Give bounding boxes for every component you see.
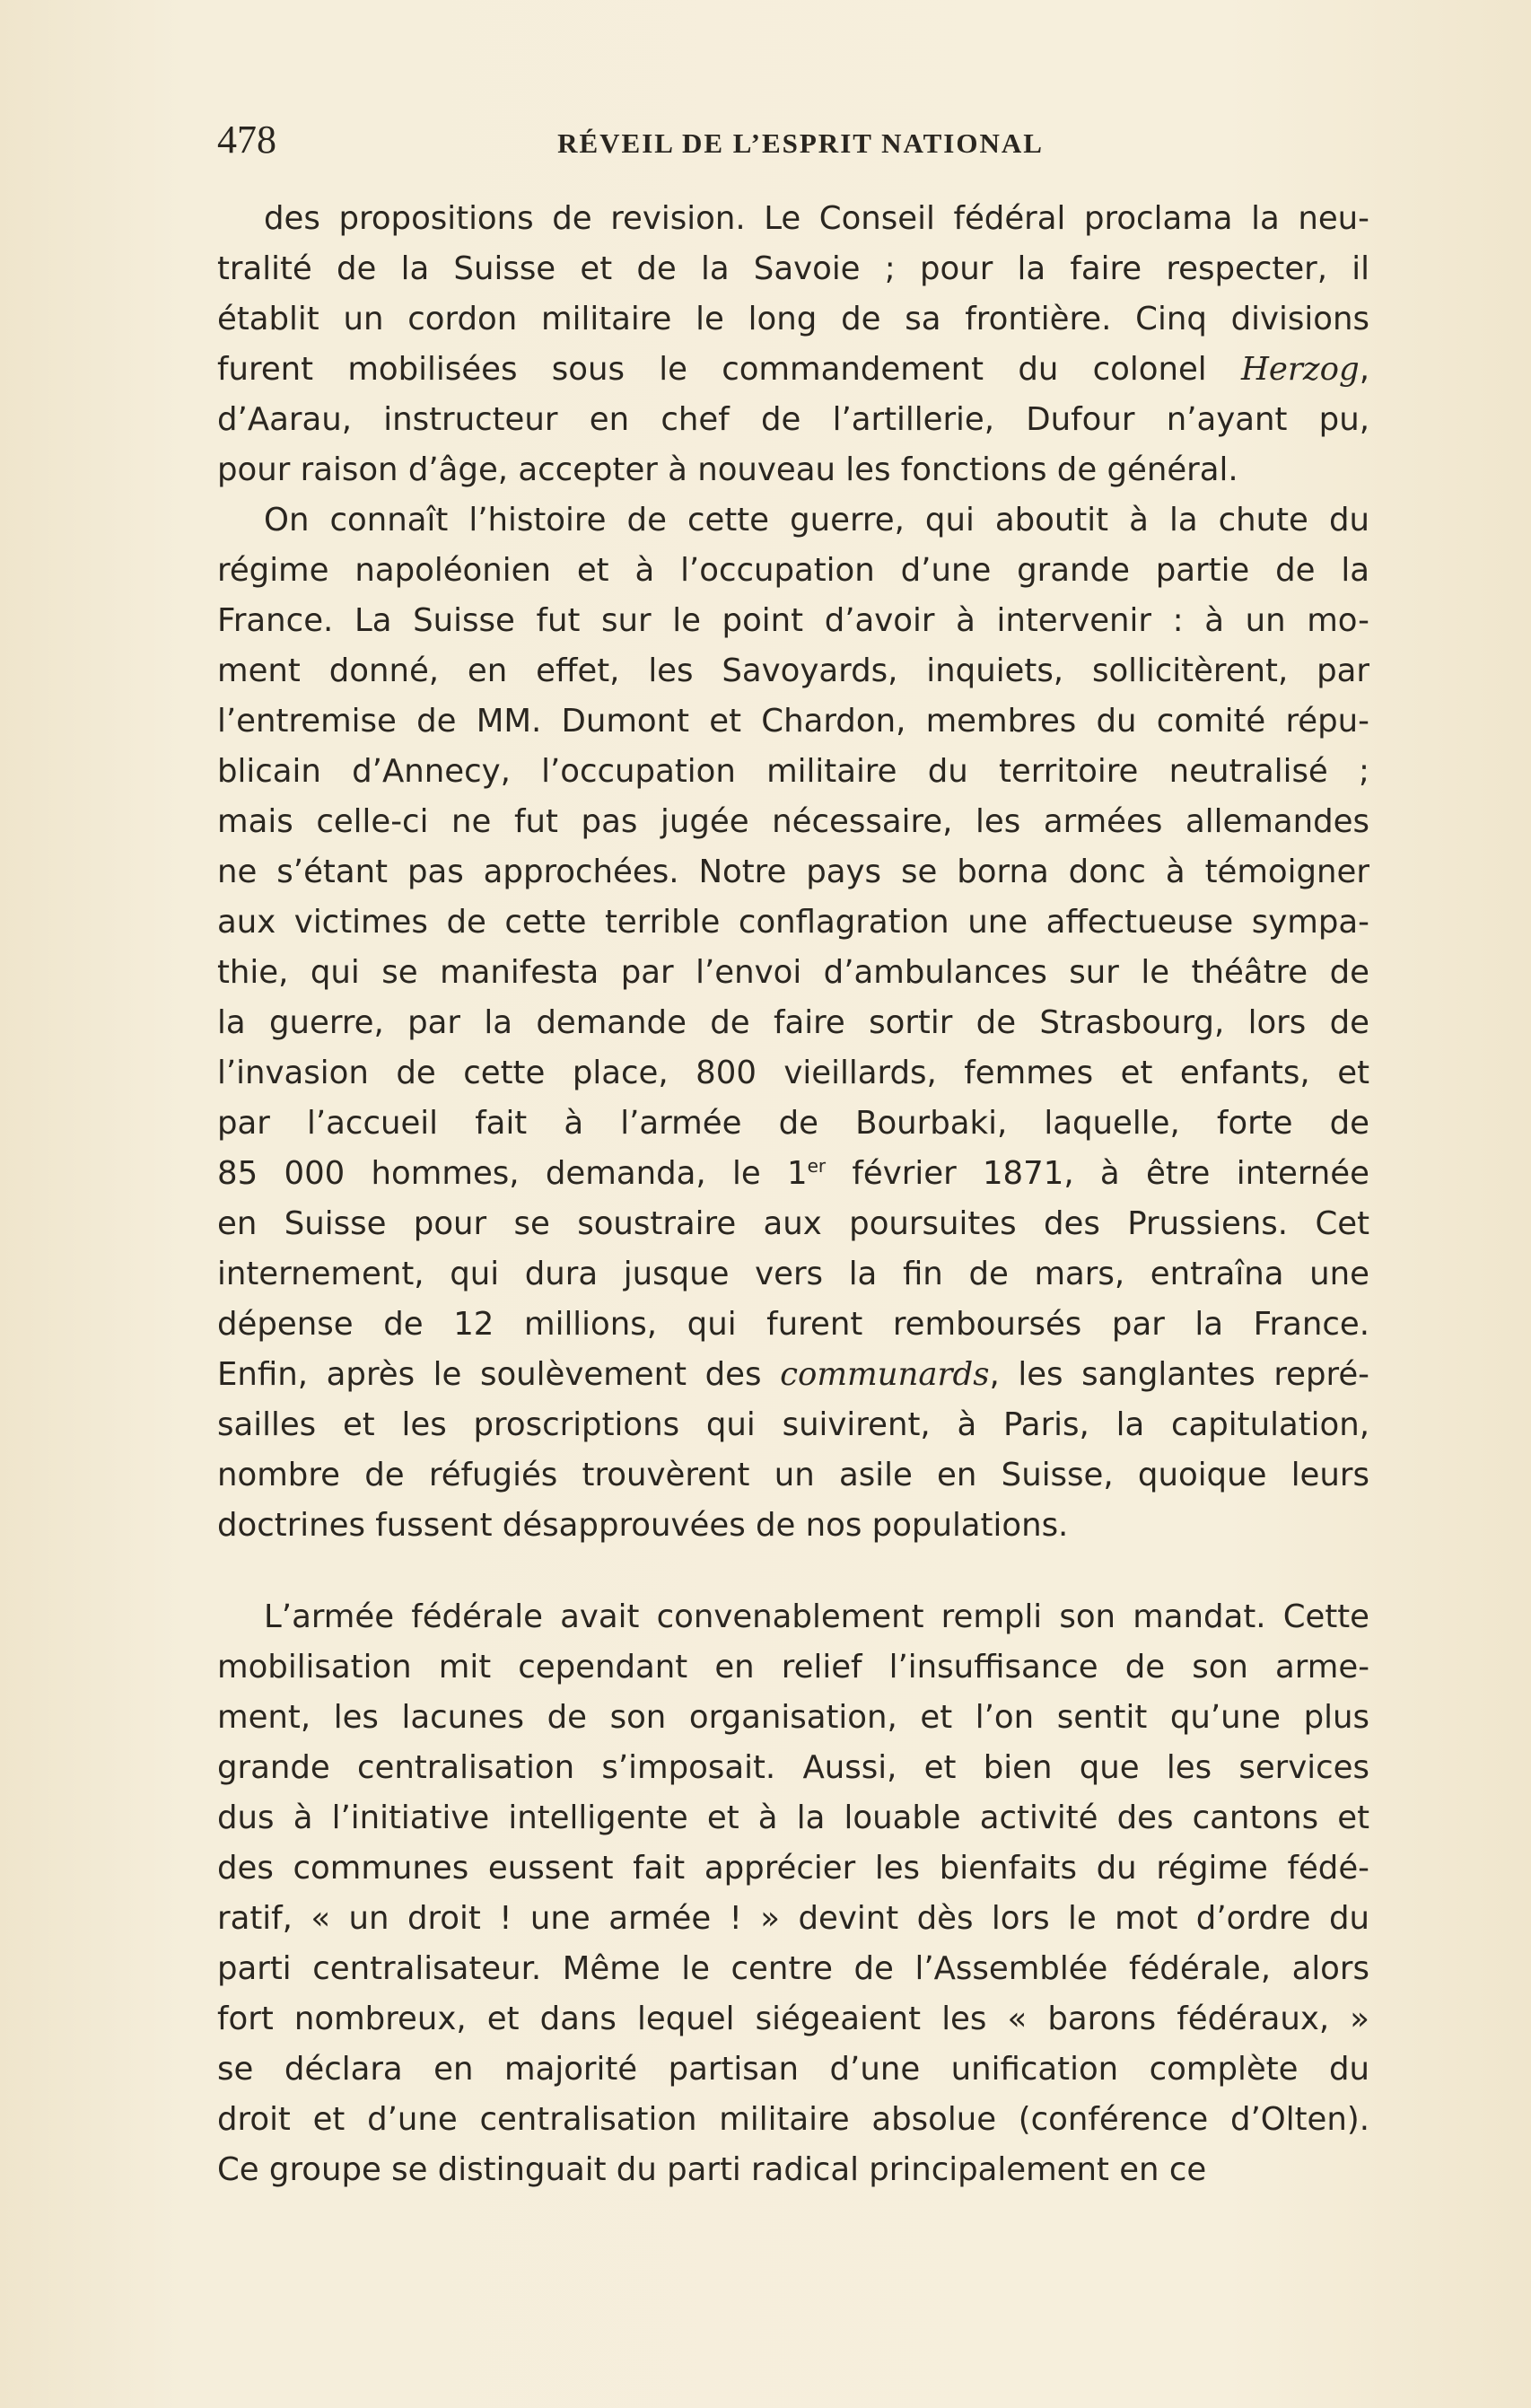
text-line: parti centralisateur. Même le centre de l’Assemblée fédérale, alors bbox=[217, 1950, 1369, 1987]
page-header bbox=[217, 115, 1369, 169]
text-line: régime napoléonien et à l’occupation d’une grande partie de la bbox=[217, 552, 1369, 589]
text-line: On connaît l’histoire de cette guerre, qui aboutit à la chute du bbox=[264, 502, 1369, 539]
text-line: mobilisation mit cependant en relief l’insuffisance de son arme- bbox=[217, 1649, 1369, 1686]
text-line: dépense de 12 millions, qui furent remboursés par la France. bbox=[217, 1306, 1369, 1343]
text-line: doctrines fussent désapprouvées de nos populations. bbox=[217, 1507, 1069, 1544]
text-line: l’invasion de cette place, 800 vieillards, femmes et enfants, et bbox=[217, 1055, 1369, 1091]
text-line: droit et d’une centralisation militaire absolue (conférence d’Olten). bbox=[217, 2101, 1369, 2138]
text-line: ratif, « un droit ! une armée ! » devint dès lors le mot d’ordre du bbox=[217, 1900, 1369, 1937]
text-line: fort nombreux, et dans lequel siégeaient les « barons fédéraux, » bbox=[217, 2001, 1369, 2037]
text-line: des propositions de revision. Le Conseil fédéral proclama la neu- bbox=[264, 200, 1369, 237]
text-line: ment donné, en effet, les Savoyards, inquiets, sollicitèrent, par bbox=[217, 652, 1369, 689]
text-line: aux victimes de cette terrible conflagration une affectueuse sympa- bbox=[217, 904, 1369, 941]
running-title: RÉVEIL DE L’ESPRIT NATIONAL bbox=[557, 127, 1044, 159]
paragraph-2 bbox=[217, 495, 1369, 1551]
text-line: grande centralisation s’imposait. Aussi, et bien que les services bbox=[217, 1749, 1369, 1786]
text-line: Ce groupe se distinguait du parti radical principalement en ce bbox=[217, 2151, 1207, 2188]
text-line: L’armée fédérale avait convenablement rempli son mandat. Cette bbox=[264, 1598, 1369, 1635]
text-line: sailles et les proscriptions qui suivirent, à Paris, la capitulation, bbox=[217, 1406, 1369, 1443]
text-line: tralité de la Suisse et de la Savoie ; pour la faire respecter, il bbox=[217, 250, 1369, 287]
text-line: dus à l’initiative intelligente et à la louable activité des cantons et bbox=[217, 1799, 1369, 1836]
text-line: internement, qui dura jusque vers la fin de mars, entraîna une bbox=[217, 1256, 1369, 1292]
page-number: 478 bbox=[217, 118, 276, 162]
text-line: thie, qui se manifesta par l’envoi d’ambulances sur le théâtre de bbox=[217, 954, 1369, 991]
text-line: des communes eussent fait apprécier les bienfaits du régime fédé- bbox=[217, 1850, 1369, 1887]
text-line: établit un cordon militaire le long de sa frontière. Cinq divisions bbox=[217, 301, 1369, 337]
text-line: Enfin, après le soulèvement des communards, les sanglantes repré- bbox=[217, 1356, 1369, 1393]
text-line: ment, les lacunes de son organisation, et l’on sentit qu’une plus bbox=[217, 1699, 1369, 1736]
paragraph-1 bbox=[217, 194, 1369, 495]
text-line: furent mobilisées sous le commandement du colonel Herzog, bbox=[217, 351, 1369, 388]
text-line: se déclara en majorité partisan d’une unification complète du bbox=[217, 2051, 1369, 2088]
text-line: mais celle-ci ne fut pas jugée nécessaire, les armées allemandes bbox=[217, 803, 1369, 840]
text-line: d’Aarau, instructeur en chef de l’artillerie, Dufour n’ayant pu, bbox=[217, 401, 1369, 438]
text-block-1 bbox=[217, 194, 1369, 1551]
text-line: blicain d’Annecy, l’occupation militaire du territoire neutralisé ; bbox=[217, 753, 1369, 790]
text-line: par l’accueil fait à l’armée de Bourbaki, laquelle, forte de bbox=[217, 1105, 1369, 1142]
text-line: nombre de réfugiés trouvèrent un asile en Suisse, quoique leurs bbox=[217, 1457, 1369, 1493]
paragraph-3 bbox=[217, 1592, 1369, 2195]
text-line: l’entremise de MM. Dumont et Chardon, membres du comité répu- bbox=[217, 703, 1369, 740]
text-line: la guerre, par la demande de faire sortir de Strasbourg, lors de bbox=[217, 1004, 1369, 1041]
text-block-2 bbox=[217, 1592, 1369, 2195]
text-line: pour raison d’âge, accepter à nouveau les fonctions de général. bbox=[217, 451, 1238, 488]
text-line: ne s’étant pas approchées. Notre pays se borna donc à témoigner bbox=[217, 854, 1369, 890]
text-line: 85 000 hommes, demanda, le 1er février 1871, à être internée bbox=[217, 1155, 1369, 1192]
text-line: France. La Suisse fut sur le point d’avoir à intervenir : à un mo- bbox=[217, 602, 1369, 639]
text-line: en Suisse pour se soustraire aux poursuites des Prussiens. Cet bbox=[217, 1205, 1369, 1242]
